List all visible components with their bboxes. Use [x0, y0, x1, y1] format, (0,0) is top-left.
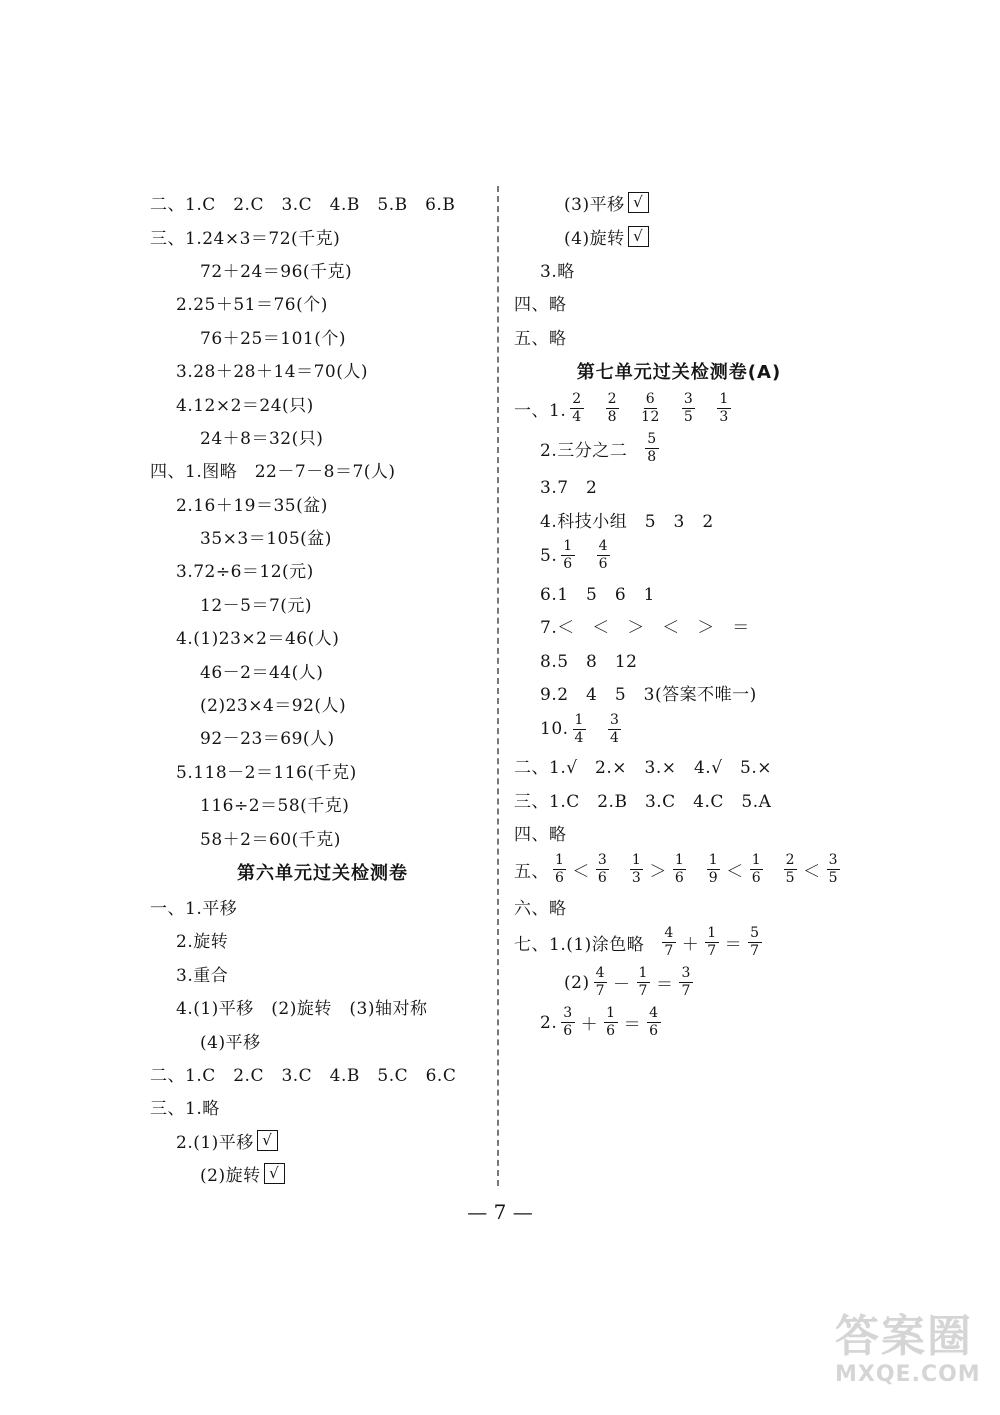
right-column [514, 186, 844, 1043]
answer-line [514, 963, 844, 1003]
check-mark-box: √ [628, 192, 649, 213]
fraction-denominator: 4 [609, 729, 620, 746]
answer-text: 2.三分之二 [540, 441, 628, 462]
fraction-numerator: 1 [707, 925, 717, 942]
operator: ＞ [649, 861, 667, 882]
fraction [597, 538, 610, 573]
operator: ＜ [572, 861, 590, 882]
page-number: — 7 — [467, 1200, 533, 1224]
answer-line [514, 429, 844, 469]
fraction-denominator: 6 [597, 869, 608, 886]
fraction-denominator: 5 [785, 869, 796, 886]
fraction [705, 925, 718, 960]
section-heading-unit6: 第六单元过关检测卷 [237, 862, 408, 884]
fraction-denominator: 6 [751, 869, 762, 886]
fraction-denominator: 4 [572, 409, 582, 426]
answer-text: (2) [564, 972, 590, 993]
answer-line: 二、1.√ 2.× 3.× 4.√ 5.× [514, 758, 772, 779]
fraction [673, 852, 686, 887]
fraction-denominator: 7 [595, 983, 606, 1000]
fraction-denominator: 4 [574, 729, 584, 746]
fraction [645, 431, 658, 466]
answer-line: 3.7 2 [540, 478, 598, 499]
answer-line [514, 219, 844, 252]
fraction-numerator: 2 [785, 851, 796, 868]
fraction-numerator: 2 [572, 391, 582, 408]
answer-text: (2)旋转 [200, 1166, 261, 1187]
fraction-numerator: 3 [563, 1005, 573, 1022]
fraction-numerator: 4 [595, 965, 606, 982]
fraction-denominator: 6 [563, 556, 573, 573]
fraction [750, 852, 763, 887]
fraction-numerator: 1 [751, 851, 762, 868]
fraction-denominator: 12 [641, 409, 660, 426]
answer-text: (4)旋转 [564, 228, 625, 249]
fraction-denominator: 6 [674, 869, 685, 886]
fraction [594, 965, 607, 1000]
fraction-numerator: 1 [563, 538, 573, 555]
fraction-numerator: 1 [674, 851, 685, 868]
fraction [647, 1005, 660, 1040]
answer-line [514, 536, 844, 576]
answer-line: 三、1.C 2.B 3.C 4.C 5.A [514, 791, 772, 812]
fraction [570, 391, 583, 426]
check-mark-box: √ [264, 1163, 285, 1184]
answer-line [150, 1157, 495, 1190]
answer-line: 76＋25＝101(个) [200, 328, 346, 349]
fraction-numerator: 4 [649, 1005, 659, 1022]
fraction [573, 712, 586, 747]
answer-line: 二、1.C 2.C 3.C 4.B 5.C 6.C [150, 1065, 457, 1086]
fraction-denominator: 3 [719, 409, 729, 426]
fraction-numerator: 1 [606, 1005, 616, 1022]
answer-line: 5.118－2＝116(千克) [176, 762, 357, 783]
fraction-denominator: 3 [631, 869, 642, 886]
operator: ＋ [580, 1015, 599, 1036]
fraction [637, 965, 650, 1000]
fraction-numerator: 3 [681, 965, 691, 982]
operator: － [613, 975, 631, 996]
answer-line: 四、略 [514, 825, 567, 846]
fraction [707, 852, 720, 887]
answer-text: 5. [540, 545, 558, 566]
fraction-denominator: 7 [664, 943, 674, 960]
left-column [150, 186, 495, 1190]
answer-line: 92－23＝69(人) [200, 729, 335, 750]
watermark-url: MXQE.COM [835, 1362, 981, 1387]
answer-text: 2. [540, 1012, 558, 1033]
fraction-numerator: 1 [638, 965, 648, 982]
answer-line: (4)平移 [200, 1032, 261, 1053]
answer-line: 116÷2＝58(千克) [200, 796, 350, 817]
answer-line: 3.重合 [176, 965, 229, 986]
fraction [561, 538, 574, 573]
fraction [717, 391, 730, 426]
answer-line: 六、略 [514, 898, 567, 919]
fraction-numerator: 4 [598, 538, 609, 555]
operator: ＋ [681, 935, 700, 956]
fraction-denominator: 9 [708, 869, 719, 886]
fraction-numerator: 3 [683, 391, 694, 408]
answer-line: 2.旋转 [176, 932, 229, 953]
answer-line [514, 389, 844, 429]
answer-line: 四、略 [514, 295, 567, 316]
check-mark-box: √ [257, 1130, 278, 1151]
answer-line: 6.1 5 6 1 [540, 584, 655, 605]
watermark-text: 答案圈 [835, 1311, 973, 1362]
fraction [606, 391, 619, 426]
fraction [608, 712, 621, 747]
answer-line: 3.28＋28＋14＝70(人) [176, 362, 369, 383]
fraction [561, 1005, 574, 1040]
fraction [604, 1005, 617, 1040]
operator: ＜ [803, 861, 821, 882]
column-divider [497, 186, 499, 1186]
fraction-denominator: 6 [555, 869, 565, 886]
answer-line: 72＋24＝96(千克) [200, 261, 353, 282]
fraction-denominator: 8 [607, 409, 618, 426]
fraction-numerator: 3 [597, 851, 608, 868]
answer-line: 3.72÷6＝12(元) [176, 562, 314, 583]
fraction-numerator: 2 [607, 391, 618, 408]
fraction-denominator: 7 [638, 983, 648, 1000]
check-mark-box: √ [628, 226, 649, 247]
operator: ＝ [724, 935, 743, 956]
fraction-numerator: 5 [647, 431, 657, 448]
fraction-numerator: 6 [645, 391, 656, 408]
fraction [553, 852, 566, 887]
answer-line: 2.25＋51＝76(个) [176, 295, 328, 316]
answer-line [514, 923, 844, 963]
answer-line [514, 1003, 844, 1043]
fraction-numerator: 5 [750, 925, 760, 942]
fraction [596, 852, 609, 887]
fraction-denominator: 7 [681, 983, 691, 1000]
operator: ＝ [655, 975, 674, 996]
answer-line: 三、1.略 [150, 1099, 220, 1120]
fraction-denominator: 8 [647, 449, 657, 466]
answer-line [150, 1124, 495, 1157]
fraction-denominator: 7 [707, 943, 717, 960]
answer-line [514, 849, 844, 889]
fraction [827, 852, 840, 887]
answer-line: 58＋2＝60(千克) [200, 829, 341, 850]
answer-line: 8.5 8 12 [540, 651, 638, 672]
fraction-denominator: 5 [828, 869, 839, 886]
watermark-logo [835, 1300, 995, 1405]
answer-line: 2.16＋19＝35(盆) [176, 495, 328, 516]
answer-text: 10. [540, 719, 569, 740]
fraction [682, 391, 695, 426]
fraction [679, 965, 692, 1000]
answer-line: 24＋8＝32(只) [200, 428, 324, 449]
fraction-numerator: 1 [555, 851, 565, 868]
fraction-numerator: 1 [631, 851, 642, 868]
fraction-denominator: 6 [606, 1023, 616, 1040]
fraction-denominator: 7 [750, 943, 760, 960]
answer-line: 4.(1)平移 (2)旋转 (3)轴对称 [176, 999, 428, 1020]
fraction-numerator: 1 [708, 851, 719, 868]
fraction [784, 852, 797, 887]
fraction-numerator: 1 [719, 391, 729, 408]
fraction [630, 852, 643, 887]
answer-line [514, 186, 844, 219]
answer-line: 二、1.C 2.C 3.C 4.B 5.B 6.B [150, 195, 456, 216]
answer-line: 46－2＝44(人) [200, 662, 324, 683]
answer-line: 9.2 4 5 3(答案不唯一) [540, 685, 757, 706]
answer-line: 四、1.图略 22－7－8＝7(人) [150, 462, 396, 483]
section-heading-unit7: 第七单元过关检测卷(A) [576, 361, 782, 383]
answer-line: 35×3＝105(盆) [200, 529, 332, 550]
fraction-denominator: 6 [649, 1023, 659, 1040]
answer-line: 三、1.24×3＝72(千克) [150, 228, 341, 249]
fraction-denominator: 6 [563, 1023, 573, 1040]
fraction-numerator: 3 [609, 711, 620, 728]
answer-line [514, 709, 844, 749]
fraction [641, 391, 660, 426]
answer-line: 7.＜ ＜ ＞ ＜ ＞ ＝ [540, 618, 750, 639]
fraction-denominator: 5 [683, 409, 694, 426]
answer-line: (2)23×4＝92(人) [200, 696, 347, 717]
fraction-numerator: 3 [828, 851, 839, 868]
fraction [662, 925, 675, 960]
answer-text: (3)平移 [564, 195, 625, 216]
answer-line: 五、略 [514, 328, 567, 349]
answer-line: 3.略 [540, 261, 575, 282]
answer-text: 2.(1)平移 [176, 1132, 254, 1153]
answer-text: 五、 [514, 861, 549, 882]
answer-line: 4.12×2＝24(只) [176, 395, 314, 416]
fraction [748, 925, 761, 960]
answer-line: 4.科技小组 5 3 2 [540, 511, 714, 532]
fraction-numerator: 4 [664, 925, 674, 942]
answer-line: 4.(1)23×2＝46(人) [176, 629, 340, 650]
answer-line: 12－5＝7(元) [200, 595, 313, 616]
answer-line: 一、1.平移 [150, 899, 238, 919]
operator: ＝ [623, 1015, 642, 1036]
fraction-denominator: 6 [598, 556, 609, 573]
answer-text: 一、1. [514, 401, 567, 422]
operator: ＜ [726, 861, 744, 882]
answer-text: 七、1.(1)涂色略 [514, 935, 645, 956]
fraction-numerator: 1 [574, 711, 584, 728]
